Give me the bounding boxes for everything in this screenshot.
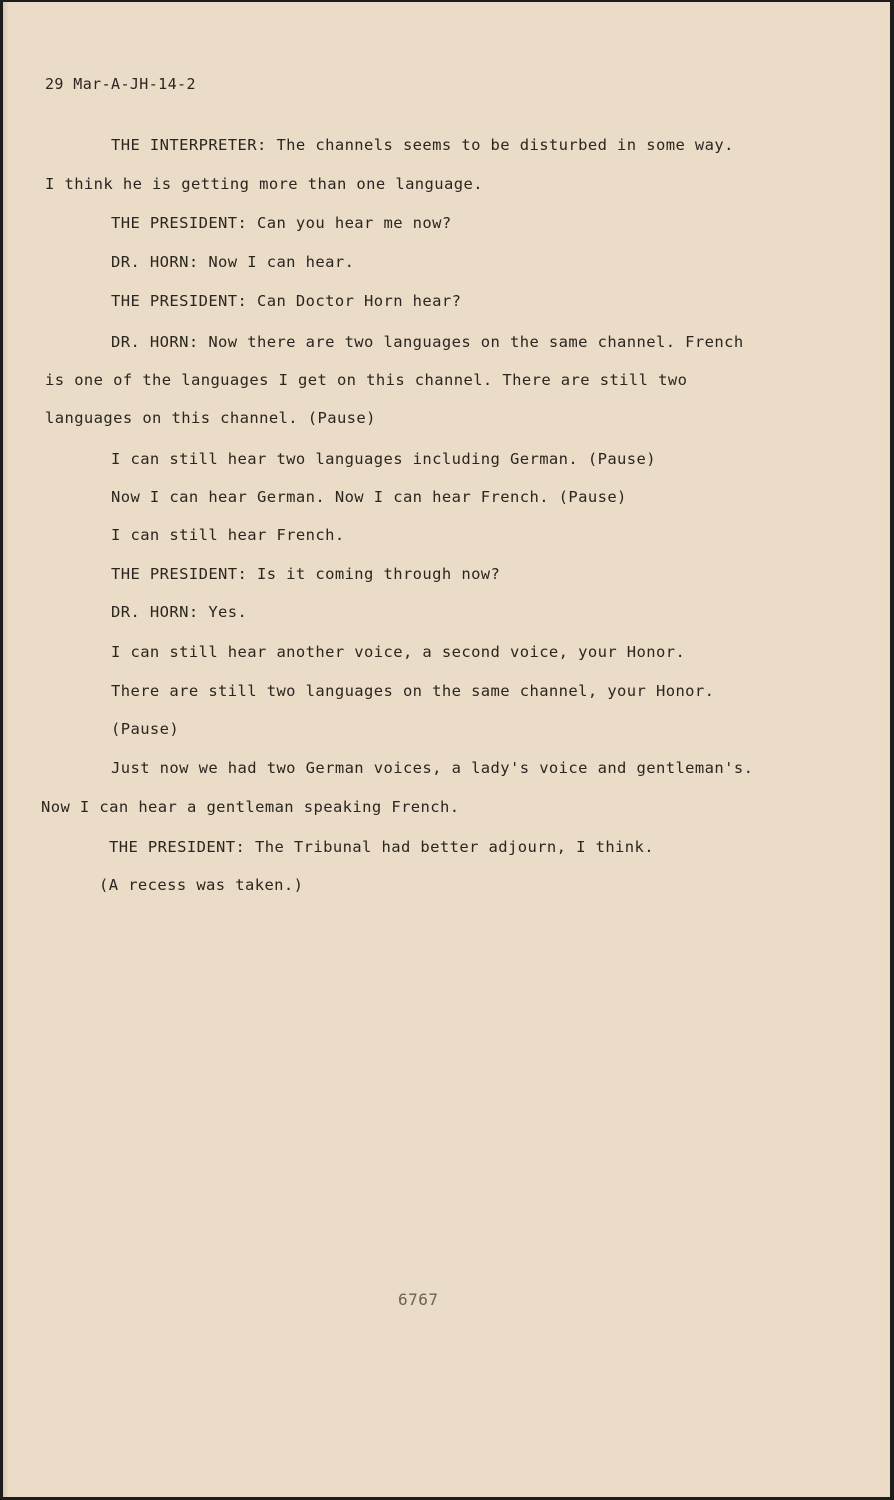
transcript-line-20: (A recess was taken.) [99, 876, 304, 894]
transcript-line-17: Just now we had two German voices, a lady's voice and gentleman's. [111, 759, 754, 777]
document-page [3, 2, 890, 1497]
transcript-line-10: Now I can hear German. Now I can hear French. (Pause) [111, 488, 627, 506]
transcript-line-6: DR. HORN: Now there are two languages on the same channel. French [111, 333, 744, 351]
transcript-line-8: languages on this channel. (Pause) [45, 409, 376, 427]
transcript-line-15: There are still two languages on the same channel, your Honor. [111, 682, 715, 700]
transcript-line-4: DR. HORN: Now I can hear. [111, 253, 355, 271]
page-number: 6767 [398, 1290, 439, 1309]
transcript-line-11: I can still hear French. [111, 526, 345, 544]
transcript-line-16: (Pause) [111, 720, 180, 738]
transcript-line-14: I can still hear another voice, a second voice, your Honor. [111, 643, 686, 661]
transcript-line-18: Now I can hear a gentleman speaking French. [41, 798, 460, 816]
transcript-line-1: THE INTERPRETER: The channels seems to be disturbed in some way. [111, 136, 734, 154]
transcript-line-3: THE PRESIDENT: Can you hear me now? [111, 214, 452, 232]
page-reference: 29 Mar-A-JH-14-2 [45, 75, 196, 93]
transcript-line-2: I think he is getting more than one language. [45, 175, 483, 193]
transcript-line-5: THE PRESIDENT: Can Doctor Horn hear? [111, 292, 462, 310]
transcript-line-9: I can still hear two languages including German. (Pause) [111, 450, 656, 468]
page-edge-shadow [3, 2, 9, 1497]
transcript-line-12: THE PRESIDENT: Is it coming through now? [111, 565, 501, 583]
transcript-line-13: DR. HORN: Yes. [111, 603, 248, 621]
transcript-line-19: THE PRESIDENT: The Tribunal had better adjourn, I think. [109, 838, 654, 856]
transcript-line-7: is one of the languages I get on this channel. There are still two [45, 371, 688, 389]
